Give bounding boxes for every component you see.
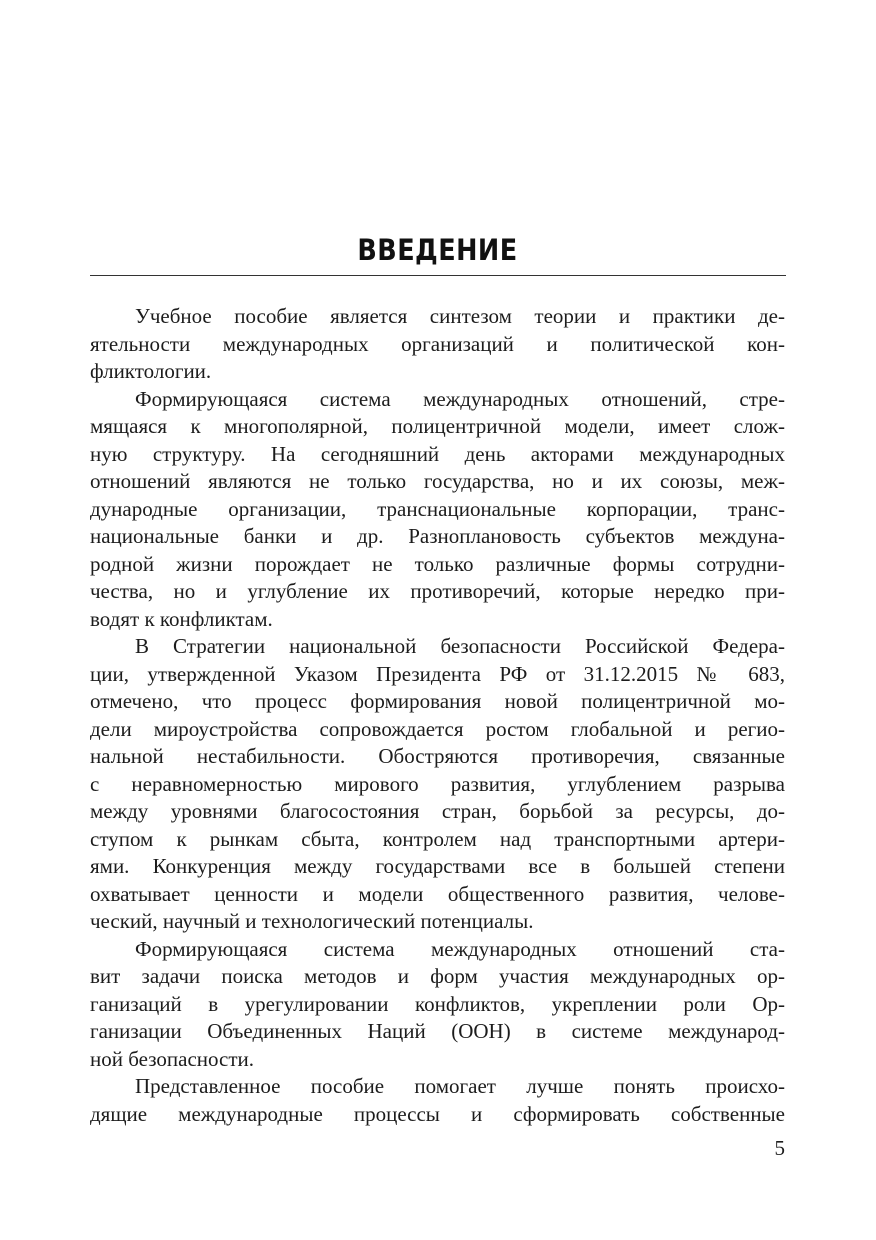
paragraph-line: В Стратегии национальной безопасности Российской Федера- <box>135 634 785 658</box>
paragraph-line: чества, но и углубление их противоречий, которые нередко при- <box>90 579 785 603</box>
paragraph-line: ную структуру. На сегодняшний день акторами международных <box>90 441 785 466</box>
paragraph-line: вит задачи поиска методов и форм участия международных ор- <box>90 964 785 988</box>
paragraph-line: с неравномерностью мирового развития, углублением разрыва <box>90 771 785 796</box>
paragraph-line: нальной нестабильности. Обостряются противоречия, связанные <box>90 744 785 768</box>
paragraph-line: отношений являются не только государства, но и их союзы, меж- <box>90 469 785 493</box>
paragraph-line: охватывает ценности и модели общественного развития, челове- <box>90 881 785 906</box>
paragraph-line: водят к конфликтам. <box>90 606 273 631</box>
page-number: 5 <box>774 1136 785 1160</box>
paragraph <box>90 1073 785 1128</box>
paragraph-line: Учебное пособие является синтезом теории и практики де- <box>135 304 785 328</box>
paragraph-line: ступом к рынкам сбыта, контролем над транспортными артери- <box>90 826 785 851</box>
paragraph-line: фликтологии. <box>90 359 212 383</box>
paragraph-line: Формирующаяся система международных отношений ста- <box>135 936 785 961</box>
paragraph-line: ями. Конкуренция между государствами все в большей степени <box>90 854 785 878</box>
paragraph-line: ганизации Объединенных Наций (ООН) в системе международ- <box>90 1019 785 1043</box>
paragraph-line: ческий, научный и технологический потенциалы. <box>90 909 534 933</box>
paragraph-line: дели мироустройства сопровождается ростом глобальной и регио- <box>90 716 785 741</box>
paragraph-line: дународные организации, транснациональные корпорации, транс- <box>90 496 785 521</box>
paragraph-line: Формирующаяся система международных отношений, стре- <box>135 386 785 411</box>
paragraph <box>90 303 785 386</box>
paragraph-line: национальные банки и др. Разноплановость субъектов междуна- <box>90 524 785 548</box>
paragraph <box>90 936 785 1074</box>
paragraph-line: Представленное пособие помогает лучше понять происхо- <box>135 1074 785 1098</box>
heading-rule <box>90 275 786 276</box>
paragraph-line: мящаяся к многополярной, полицентричной модели, имеет слож- <box>90 414 785 438</box>
paragraph-line: ятельности международных организаций и политической кон- <box>90 331 785 356</box>
paragraph <box>90 386 785 634</box>
paragraph-line: между уровнями благосостояния стран, борьбой за ресурсы, до- <box>90 799 785 823</box>
paragraph-line: ной безопасности. <box>90 1046 255 1071</box>
paragraph-line: отмечено, что процесс формирования новой полицентричной мо- <box>90 689 785 713</box>
paragraph-line: ганизаций в урегулировании конфликтов, укреплении роли Ор- <box>90 991 785 1016</box>
chapter-heading: ВВЕДЕНИЕ <box>357 233 518 267</box>
paragraph-line: дящие международные процессы и сформировать собственные <box>90 1101 785 1126</box>
paragraph <box>90 633 785 936</box>
paragraph-line: ции, утвержденной Указом Президента РФ от 31.12.2015 № 683, <box>90 661 785 686</box>
paragraph-line: родной жизни порождает не только различные формы сотрудни- <box>90 551 785 576</box>
body-text <box>90 303 785 1128</box>
